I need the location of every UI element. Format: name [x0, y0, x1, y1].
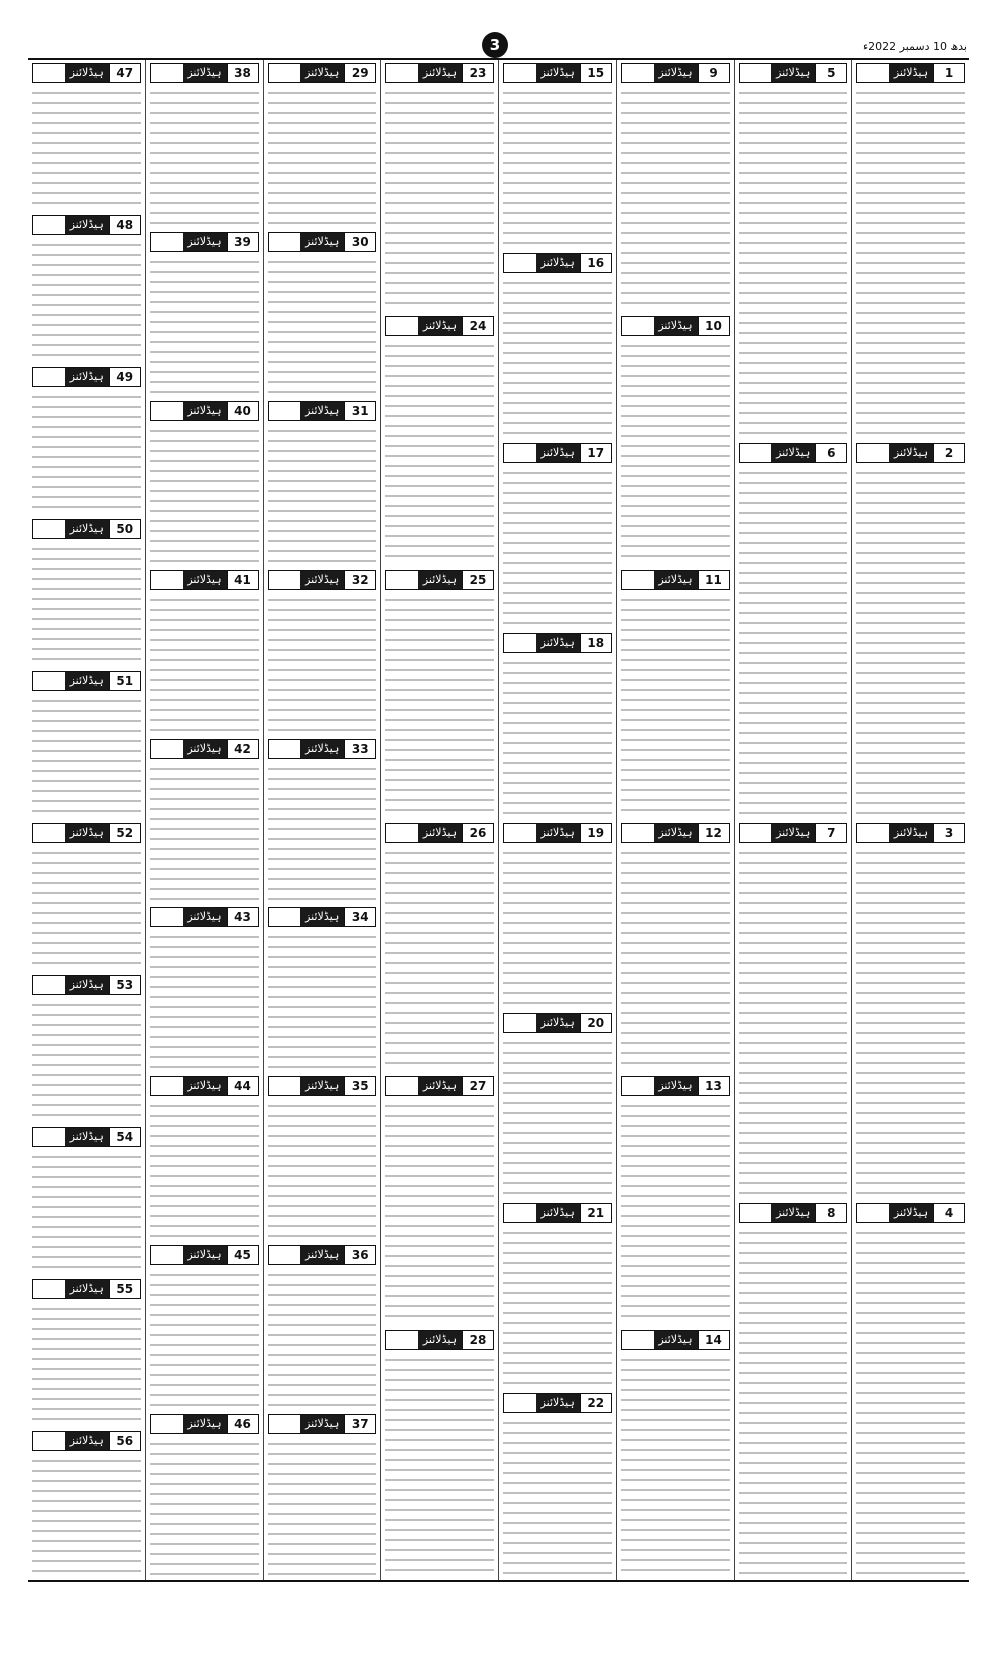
headline-box	[856, 63, 965, 83]
headline-number: 14	[698, 1331, 729, 1349]
headline-box	[856, 823, 965, 843]
headline-label: ہیڈلائنز	[183, 233, 227, 251]
headline-box	[856, 443, 965, 463]
headline-number: 19	[580, 824, 611, 842]
headline-box	[739, 1203, 848, 1223]
headline-box	[268, 1414, 377, 1434]
headline-number: 33	[344, 740, 375, 758]
article-text-block	[503, 658, 612, 818]
article-text-block	[503, 1038, 612, 1198]
article-text-block	[503, 468, 612, 628]
headline-number: 47	[109, 64, 140, 82]
headline-label: ہیڈلائنز	[771, 1204, 815, 1222]
headline-label: ہیڈلائنز	[183, 1246, 227, 1264]
headline-box	[503, 1013, 612, 1033]
headline-number: 36	[344, 1246, 375, 1264]
headline-label: ہیڈلائنز	[536, 634, 580, 652]
article-text-block	[856, 88, 965, 438]
article-text-block	[32, 1000, 141, 1122]
headline-number: 11	[698, 571, 729, 589]
article-text-block	[621, 88, 730, 311]
headline-label: ہیڈلائنز	[418, 824, 462, 842]
headline-number: 45	[227, 1246, 258, 1264]
headline-number: 18	[580, 634, 611, 652]
headline-label: ہیڈلائنز	[65, 1280, 109, 1298]
headline-box	[150, 1414, 259, 1434]
headline-box	[32, 215, 141, 235]
article-text-block	[150, 1439, 259, 1578]
headline-label: ہیڈلائنز	[536, 824, 580, 842]
headline-box	[150, 739, 259, 759]
article-text-block	[150, 426, 259, 565]
headline-label: ہیڈلائنز	[536, 64, 580, 82]
headline-label: ہیڈلائنز	[183, 64, 227, 82]
headline-label: ہیڈلائنز	[65, 1432, 109, 1450]
headline-number: 7	[815, 824, 846, 842]
news-column	[616, 60, 734, 1580]
article-text-block	[856, 848, 965, 1198]
headline-label: ہیڈلائنز	[183, 402, 227, 420]
article-text-block	[621, 341, 730, 564]
headline-box	[32, 823, 141, 843]
headline-label: ہیڈلائنز	[300, 233, 344, 251]
article-text-block	[150, 764, 259, 903]
headline-box	[150, 63, 259, 83]
article-text-block	[32, 696, 141, 818]
article-text-block	[385, 848, 494, 1071]
headline-box	[385, 570, 494, 590]
article-text-block	[739, 468, 848, 818]
headline-number: 55	[109, 1280, 140, 1298]
headline-number: 49	[109, 368, 140, 386]
article-text-block	[32, 544, 141, 666]
headline-number: 42	[227, 740, 258, 758]
headline-label: ہیڈلائنز	[65, 520, 109, 538]
headline-number: 28	[462, 1331, 493, 1349]
headline-label: ہیڈلائنز	[418, 317, 462, 335]
headline-number: 40	[227, 402, 258, 420]
headline-number: 23	[462, 64, 493, 82]
news-column	[498, 60, 616, 1580]
headline-number: 32	[344, 571, 375, 589]
headline-number: 41	[227, 571, 258, 589]
headline-label: ہیڈلائنز	[654, 64, 698, 82]
article-text-block	[150, 595, 259, 734]
headline-number: 37	[344, 1415, 375, 1433]
headline-box	[503, 63, 612, 83]
headline-label: ہیڈلائنز	[183, 1415, 227, 1433]
article-text-block	[856, 1228, 965, 1578]
article-text-block	[385, 1101, 494, 1324]
headline-number: 46	[227, 1415, 258, 1433]
headline-number: 13	[698, 1077, 729, 1095]
headline-box	[32, 519, 141, 539]
headline-box	[621, 1330, 730, 1350]
headline-box	[268, 739, 377, 759]
headline-number: 22	[580, 1394, 611, 1412]
headline-number: 10	[698, 317, 729, 335]
news-column	[263, 60, 381, 1580]
headline-box	[268, 401, 377, 421]
article-text-block	[32, 88, 141, 210]
bottom-rule	[28, 1580, 969, 1582]
headline-label: ہیڈلائنز	[300, 402, 344, 420]
article-text-block	[385, 88, 494, 311]
article-text-block	[503, 848, 612, 1008]
headline-label: ہیڈلائنز	[771, 444, 815, 462]
headline-box	[150, 907, 259, 927]
headline-number: 52	[109, 824, 140, 842]
article-text-block	[268, 764, 377, 903]
headline-number: 9	[698, 64, 729, 82]
headline-box	[503, 253, 612, 273]
headline-number: 17	[580, 444, 611, 462]
article-text-block	[32, 848, 141, 970]
headline-number: 27	[462, 1077, 493, 1095]
article-text-block	[385, 595, 494, 818]
news-column	[380, 60, 498, 1580]
headline-number: 16	[580, 254, 611, 272]
headline-box	[621, 570, 730, 590]
headline-number: 50	[109, 520, 140, 538]
article-text-block	[32, 240, 141, 362]
headline-label: ہیڈلائنز	[654, 824, 698, 842]
article-text-block	[268, 257, 377, 396]
headline-number: 8	[815, 1204, 846, 1222]
headline-number: 30	[344, 233, 375, 251]
headline-number: 2	[933, 444, 964, 462]
headline-label: ہیڈلائنز	[654, 1331, 698, 1349]
issue-date: بدھ 10 دسمبر 2022ء	[862, 40, 967, 53]
news-columns	[28, 60, 969, 1580]
headline-box	[268, 63, 377, 83]
headline-label: ہیڈلائنز	[65, 976, 109, 994]
article-text-block	[739, 848, 848, 1198]
headline-number: 4	[933, 1204, 964, 1222]
headline-box	[385, 63, 494, 83]
headline-label: ہیڈلائنز	[65, 216, 109, 234]
headline-box	[503, 633, 612, 653]
article-text-block	[621, 1355, 730, 1578]
headline-box	[32, 1127, 141, 1147]
headline-box	[385, 823, 494, 843]
article-text-block	[150, 932, 259, 1071]
headline-label: ہیڈلائنز	[418, 1331, 462, 1349]
headline-number: 24	[462, 317, 493, 335]
headline-number: 20	[580, 1014, 611, 1032]
headline-box	[739, 823, 848, 843]
headline-label: ہیڈلائنز	[536, 444, 580, 462]
article-text-block	[150, 1270, 259, 1409]
headline-number: 31	[344, 402, 375, 420]
headline-label: ہیڈلائنز	[300, 908, 344, 926]
headline-label: ہیڈلائنز	[300, 571, 344, 589]
headline-number: 51	[109, 672, 140, 690]
headline-number: 53	[109, 976, 140, 994]
headline-number: 12	[698, 824, 729, 842]
headline-box	[150, 1076, 259, 1096]
headline-label: ہیڈلائنز	[183, 1077, 227, 1095]
headline-label: ہیڈلائنز	[889, 444, 933, 462]
page-number: 3	[482, 32, 508, 58]
headline-box	[268, 570, 377, 590]
article-text-block	[621, 1101, 730, 1324]
headline-number: 43	[227, 908, 258, 926]
headline-number: 29	[344, 64, 375, 82]
headline-label: ہیڈلائنز	[65, 672, 109, 690]
headline-box	[150, 570, 259, 590]
article-text-block	[268, 426, 377, 565]
headline-number: 39	[227, 233, 258, 251]
headline-label: ہیڈلائنز	[65, 368, 109, 386]
headline-box	[621, 316, 730, 336]
article-text-block	[150, 88, 259, 227]
headline-label: ہیڈلائنز	[65, 1128, 109, 1146]
headline-label: ہیڈلائنز	[418, 1077, 462, 1095]
article-text-block	[503, 278, 612, 438]
headline-box	[32, 1431, 141, 1451]
headline-box	[856, 1203, 965, 1223]
headline-label: ہیڈلائنز	[418, 64, 462, 82]
headline-box	[621, 63, 730, 83]
headline-label: ہیڈلائنز	[183, 571, 227, 589]
article-text-block	[385, 1355, 494, 1578]
headline-box	[32, 63, 141, 83]
headline-number: 21	[580, 1204, 611, 1222]
article-text-block	[503, 1228, 612, 1388]
headline-box	[268, 1076, 377, 1096]
headline-label: ہیڈلائنز	[654, 571, 698, 589]
headline-label: ہیڈلائنز	[536, 1394, 580, 1412]
headline-number: 15	[580, 64, 611, 82]
headline-label: ہیڈلائنز	[536, 1204, 580, 1222]
headline-box	[503, 1393, 612, 1413]
article-text-block	[503, 88, 612, 248]
headline-number: 26	[462, 824, 493, 842]
headline-number: 35	[344, 1077, 375, 1095]
headline-label: ہیڈلائنز	[183, 908, 227, 926]
headline-number: 34	[344, 908, 375, 926]
headline-box	[32, 671, 141, 691]
headline-box	[385, 1330, 494, 1350]
headline-number: 54	[109, 1128, 140, 1146]
headline-number: 38	[227, 64, 258, 82]
headline-box	[268, 232, 377, 252]
headline-box	[385, 316, 494, 336]
headline-label: ہیڈلائنز	[889, 1204, 933, 1222]
headline-label: ہیڈلائنز	[536, 1014, 580, 1032]
article-text-block	[150, 257, 259, 396]
headline-number: 6	[815, 444, 846, 462]
headline-label: ہیڈلائنز	[771, 64, 815, 82]
headline-label: ہیڈلائنز	[889, 824, 933, 842]
headline-label: ہیڈلائنز	[300, 1077, 344, 1095]
article-text-block	[856, 468, 965, 818]
headline-label: ہیڈلائنز	[65, 824, 109, 842]
headline-label: ہیڈلائنز	[300, 740, 344, 758]
article-text-block	[32, 1304, 141, 1426]
article-text-block	[150, 1101, 259, 1240]
headline-box	[150, 232, 259, 252]
article-text-block	[503, 1418, 612, 1578]
headline-label: ہیڈلائنز	[418, 571, 462, 589]
article-text-block	[621, 848, 730, 1071]
headline-label: ہیڈلائنز	[889, 64, 933, 82]
headline-box	[268, 907, 377, 927]
article-text-block	[268, 88, 377, 227]
headline-box	[503, 1203, 612, 1223]
news-column	[28, 60, 145, 1580]
headline-label: ہیڈلائنز	[300, 1415, 344, 1433]
headline-box	[32, 975, 141, 995]
headline-box	[268, 1245, 377, 1265]
headline-box	[503, 443, 612, 463]
headline-box	[621, 823, 730, 843]
headline-number: 25	[462, 571, 493, 589]
headline-label: ہیڈلائنز	[771, 824, 815, 842]
article-text-block	[32, 392, 141, 514]
article-text-block	[268, 595, 377, 734]
headline-label: ہیڈلائنز	[183, 740, 227, 758]
article-text-block	[739, 1228, 848, 1578]
headline-label: ہیڈلائنز	[300, 1246, 344, 1264]
headline-box	[739, 443, 848, 463]
article-text-block	[32, 1152, 141, 1274]
headline-box	[32, 1279, 141, 1299]
headline-number: 48	[109, 216, 140, 234]
headline-box	[150, 401, 259, 421]
article-text-block	[268, 1439, 377, 1578]
headline-number: 3	[933, 824, 964, 842]
headline-box	[621, 1076, 730, 1096]
article-text-block	[739, 88, 848, 438]
headline-box	[385, 1076, 494, 1096]
headline-number: 5	[815, 64, 846, 82]
article-text-block	[268, 932, 377, 1071]
news-column	[734, 60, 852, 1580]
article-text-block	[268, 1270, 377, 1409]
headline-label: ہیڈلائنز	[654, 1077, 698, 1095]
headline-label: ہیڈلائنز	[65, 64, 109, 82]
article-text-block	[32, 1456, 141, 1578]
article-text-block	[268, 1101, 377, 1240]
news-column	[851, 60, 969, 1580]
headline-number: 56	[109, 1432, 140, 1450]
headline-label: ہیڈلائنز	[300, 64, 344, 82]
headline-label: ہیڈلائنز	[654, 317, 698, 335]
headline-label: ہیڈلائنز	[536, 254, 580, 272]
article-text-block	[385, 341, 494, 564]
headline-number: 1	[933, 64, 964, 82]
news-column	[145, 60, 263, 1580]
headline-box	[32, 367, 141, 387]
headline-box	[739, 63, 848, 83]
headline-number: 44	[227, 1077, 258, 1095]
article-text-block	[621, 595, 730, 818]
headline-box	[150, 1245, 259, 1265]
headline-box	[503, 823, 612, 843]
